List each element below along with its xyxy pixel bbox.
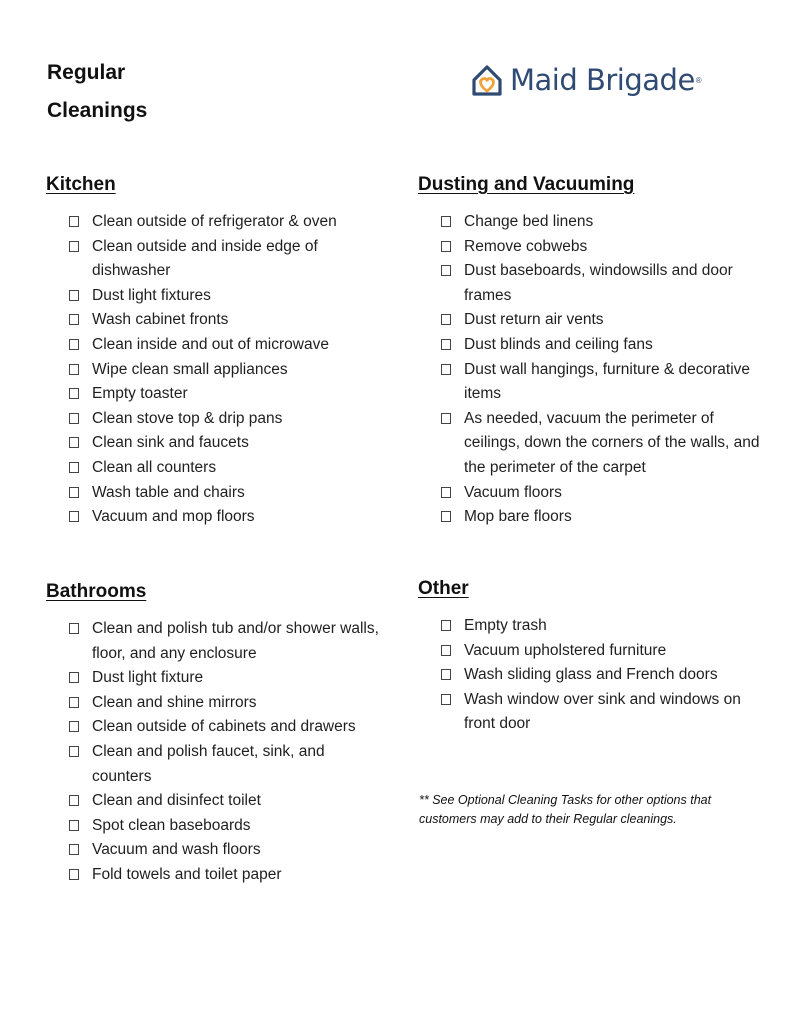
checklist-item-label: Mop bare floors	[464, 508, 572, 526]
checkbox-icon[interactable]	[441, 241, 451, 252]
checkbox-icon[interactable]	[69, 290, 79, 301]
footnote: ** See Optional Cleaning Tasks for other options that customers may add to their Regular cleanings.	[419, 792, 712, 826]
checkbox-icon[interactable]	[69, 721, 79, 732]
checkbox-icon[interactable]	[441, 645, 451, 656]
checkbox-icon[interactable]	[441, 511, 451, 522]
checklist-item-label: Clean stove top & drip pans	[92, 409, 283, 427]
checklist-item-label: Spot clean baseboards	[92, 816, 251, 834]
checkbox-icon[interactable]	[69, 388, 79, 399]
checklist-item-label: Empty toaster	[92, 385, 188, 403]
bathrooms-heading: Bathrooms	[46, 581, 147, 602]
page-title-line1: Regular	[47, 61, 126, 84]
checklist-item-label: Wipe clean small appliances	[92, 360, 288, 378]
dusting-section	[418, 172, 763, 530]
checkbox-icon[interactable]	[441, 314, 451, 325]
checklist-item-label: Clean all counters	[92, 458, 217, 476]
checklist-item	[46, 481, 386, 506]
checklist-item	[418, 210, 763, 235]
checkbox-icon[interactable]	[441, 216, 451, 227]
checklist-item-label: Dust return air vents	[464, 311, 604, 329]
checkbox-icon[interactable]	[69, 241, 79, 252]
checkbox-icon[interactable]	[441, 413, 451, 424]
kitchen-checklist	[46, 210, 386, 530]
checklist-item-label: Dust light fixture	[92, 669, 204, 687]
checkbox-icon[interactable]	[69, 216, 79, 227]
checklist-item-label: Dust light fixtures	[92, 286, 211, 304]
maid-brigade-logo	[470, 60, 702, 100]
checkbox-icon[interactable]	[441, 364, 451, 375]
checklist-item-label: Wash cabinet fronts	[92, 311, 229, 329]
checkbox-icon[interactable]	[441, 620, 451, 631]
checkbox-icon[interactable]	[69, 795, 79, 806]
checklist-item	[418, 663, 763, 688]
bathrooms-section	[46, 579, 386, 888]
checklist-item	[46, 863, 386, 888]
dusting-heading: Dusting and Vacuuming	[418, 174, 635, 195]
checklist-item	[46, 308, 386, 333]
checklist-item-label: Clean and polish faucet, sink, and counters	[92, 742, 325, 785]
checkbox-icon[interactable]	[69, 697, 79, 708]
checklist-item	[46, 407, 386, 432]
checklist-item-label: Clean sink and faucets	[92, 434, 249, 452]
page-title-line2: Cleanings	[47, 99, 148, 122]
checklist-item-label: Clean outside of cabinets and drawers	[92, 718, 356, 736]
checkbox-icon[interactable]	[69, 413, 79, 424]
checklist-item	[46, 210, 386, 235]
checklist-item	[46, 431, 386, 456]
checklist-item-label: Clean and polish tub and/or shower walls, floor, and any enclosure	[92, 620, 379, 662]
checklist-item	[418, 614, 763, 639]
other-section	[418, 576, 763, 737]
kitchen-section	[46, 172, 386, 530]
checkbox-icon[interactable]	[441, 487, 451, 498]
checklist-item	[418, 235, 763, 260]
checklist-item	[418, 505, 763, 530]
checkbox-icon[interactable]	[69, 437, 79, 448]
checklist-item-label: As needed, vacuum the perimeter of ceilings, down the corners of the walls, and the perimeter of the carpet	[464, 409, 760, 476]
logo-wordmark: Maid Brigade	[510, 63, 695, 97]
checklist-item-label: Dust baseboards, windowsills and door frames	[464, 262, 733, 304]
checklist-item	[46, 838, 386, 863]
checklist-item	[46, 235, 386, 284]
checklist-item	[418, 308, 763, 333]
checklist-item	[46, 789, 386, 814]
checkbox-icon[interactable]	[69, 314, 79, 325]
checkbox-icon[interactable]	[69, 623, 79, 634]
checklist-item	[418, 688, 763, 737]
kitchen-heading: Kitchen	[46, 174, 116, 195]
checklist-item-label: Clean and disinfect toilet	[92, 792, 261, 810]
checkbox-icon[interactable]	[441, 265, 451, 276]
checkbox-icon[interactable]	[441, 669, 451, 680]
checklist-item	[46, 382, 386, 407]
checkbox-icon[interactable]	[69, 869, 79, 880]
checklist-item-label: Vacuum and wash floors	[92, 841, 261, 859]
checkbox-icon[interactable]	[69, 511, 79, 522]
checklist-item-label: Dust wall hangings, furniture & decorative items	[464, 360, 751, 403]
checklist-item-label: Wash sliding glass and French doors	[464, 666, 718, 684]
checkbox-icon[interactable]	[69, 462, 79, 473]
checkbox-icon[interactable]	[69, 746, 79, 757]
checklist-item-label: Remove cobwebs	[464, 237, 588, 255]
checkbox-icon[interactable]	[441, 694, 451, 705]
checklist-item-label: Clean outside of refrigerator & oven	[92, 213, 337, 230]
checklist-item-label: Vacuum upholstered furniture	[464, 641, 667, 659]
checklist-item-label: Vacuum and mop floors	[92, 508, 255, 526]
checklist-item-label: Clean outside and inside edge of dishwasher	[92, 237, 318, 280]
checklist-item	[418, 407, 763, 481]
checklist-item	[46, 814, 386, 839]
other-checklist	[418, 614, 763, 737]
checklist-item	[46, 617, 386, 666]
checkbox-icon[interactable]	[69, 820, 79, 831]
other-heading: Other	[418, 578, 469, 599]
checklist-item	[418, 358, 763, 407]
checklist-item	[46, 666, 386, 691]
checklist-item-label: Wash window over sink and windows on front door	[464, 690, 741, 733]
bathrooms-checklist	[46, 617, 386, 888]
checklist-item	[46, 691, 386, 716]
checklist-item	[46, 333, 386, 358]
checklist-item-label: Change bed linens	[464, 213, 594, 230]
checklist-item-label: Clean inside and out of microwave	[92, 335, 329, 353]
checklist-item	[46, 740, 386, 789]
checklist-item	[418, 639, 763, 664]
checkbox-icon[interactable]	[69, 339, 79, 350]
checkbox-icon[interactable]	[69, 487, 79, 498]
checklist-item	[418, 333, 763, 358]
checklist-item-label: Fold towels and toilet paper	[92, 865, 282, 883]
checklist-item-label: Empty trash	[464, 617, 547, 634]
checklist-item-label: Clean and shine mirrors	[92, 693, 257, 711]
checkbox-icon[interactable]	[69, 364, 79, 375]
checkbox-icon[interactable]	[69, 672, 79, 683]
checklist-item	[46, 358, 386, 383]
checklist-item-label: Dust blinds and ceiling fans	[464, 335, 653, 353]
checkbox-icon[interactable]	[441, 339, 451, 350]
registered-mark: ®	[695, 75, 702, 85]
checklist-item	[46, 284, 386, 309]
checklist-item	[46, 456, 386, 481]
checklist-item	[418, 259, 763, 308]
page-title	[47, 54, 147, 130]
checkbox-icon[interactable]	[69, 844, 79, 855]
checklist-item	[46, 715, 386, 740]
checklist-item-label: Vacuum floors	[464, 483, 562, 501]
checklist-item	[418, 481, 763, 506]
checklist-item-label: Wash table and chairs	[92, 483, 245, 501]
house-heart-icon	[470, 62, 504, 98]
checklist-item	[46, 505, 386, 530]
dusting-checklist	[418, 210, 763, 530]
